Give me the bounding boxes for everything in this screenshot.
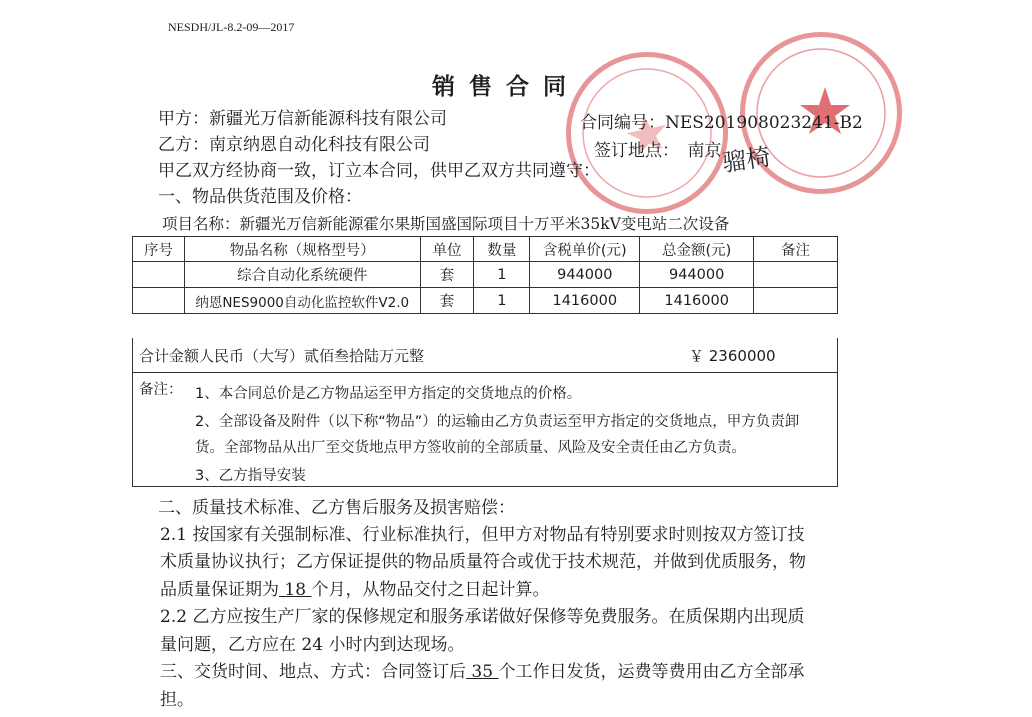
note-3: 3、乙方指导安装	[195, 468, 306, 484]
para-2-1-line-1: 2.1 按国家有关强制标准、行业标准执行，但甲方对物品有特别要求时则按双方签订技	[160, 525, 805, 545]
party-a: 甲方：新疆光万信新能源科技有限公司	[158, 109, 447, 129]
table-row	[133, 262, 838, 288]
col-header-remark: 备注	[754, 237, 838, 262]
contract-number: 合同编号：NES201908023241-B2	[580, 113, 863, 133]
cell-name: 纳恩NES9000自动化监控软件V2.0	[184, 288, 420, 314]
cell-unit: 套	[420, 262, 474, 288]
seal-left-graphic	[557, 43, 737, 223]
col-header-no: 序号	[133, 237, 185, 262]
para-2-1-line-2: 术质量协议执行；乙方保证提供的物品质量符合或优于技术规范，并做到优质服务，物	[160, 552, 806, 572]
total-in-words: 合计金额人民币（大写）贰佰叁拾陆万元整	[139, 347, 425, 365]
note-2-line-1: 2、全部设备及附件（以下称“物品”）的运输由乙方负责运至甲方指定的交货地点，甲方负责卸	[195, 414, 800, 430]
page-title: 销售合同	[432, 73, 580, 100]
cell-remark	[754, 262, 838, 288]
cell-unit: 套	[420, 288, 474, 314]
note-2-line-2: 货。全部物品从出厂至交货地点甲方签收前的全部质量、风险及安全责任由乙方负责。	[195, 440, 746, 456]
col-header-unit: 单位	[420, 237, 474, 262]
handwritten-signature: 骝椅	[720, 142, 773, 178]
cell-total: 944000	[640, 262, 754, 288]
delivery-days: 35	[466, 662, 499, 682]
table-header-row	[133, 237, 838, 262]
cell-no	[133, 262, 185, 288]
col-header-qty: 数量	[474, 237, 530, 262]
para-2-1-line-3-prefix: 品质量保证期为	[160, 580, 279, 600]
sign-place: 签订地点： 南京	[594, 141, 722, 161]
items-table	[132, 236, 838, 314]
table-row	[133, 288, 838, 314]
project-name: 项目名称：新疆光万信新能源霍尔果斯国盛国际项目十万平米35kV变电站二次设备	[162, 215, 730, 233]
party-b: 乙方：南京纳恩自动化科技有限公司	[158, 135, 430, 155]
notes-label: 备注：	[139, 382, 183, 398]
cell-unit-price: 1416000	[530, 288, 640, 314]
para-2-1-line-3-suffix: 个月，从物品交付之日起计算。	[311, 580, 550, 600]
total-row	[132, 338, 838, 373]
section-1-heading: 一、物品供货范围及价格：	[158, 187, 362, 207]
company-seal-left	[551, 37, 743, 229]
cell-name: 综合自动化系统硬件	[184, 262, 420, 288]
section-2-heading: 二、质量技术标准、乙方售后服务及损害赔偿：	[158, 498, 515, 518]
section-3-suffix: 个工作日发货，运费等费用由乙方全部承	[498, 662, 805, 682]
section-3-line-1	[160, 657, 804, 682]
section-3-prefix: 三、交货时间、地点、方式：合同签订后	[160, 662, 466, 682]
para-2-2-line-2: 量问题，乙方应在 24 小时内到达现场。	[160, 635, 465, 655]
para-2-2-line-1: 2.2 乙方应按生产厂家的保修规定和服务承诺做好保修等免费服务。在质保期内出现质	[160, 607, 805, 627]
col-header-unit-price: 含税单价(元)	[530, 237, 640, 262]
cell-qty: 1	[474, 262, 530, 288]
para-2-1-line-3	[160, 575, 549, 600]
notes-box	[132, 372, 838, 487]
cell-total: 1416000	[640, 288, 754, 314]
cell-no	[133, 288, 185, 314]
warranty-months: 18	[279, 580, 312, 600]
col-header-name: 物品名称（规格型号）	[184, 237, 420, 262]
section-3-line-2: 担。	[160, 690, 194, 710]
cell-qty: 1	[474, 288, 530, 314]
total-amount: ￥ 2360000	[689, 347, 776, 365]
cell-remark	[754, 288, 838, 314]
doc-number: NESDH/JL-8.2-09—2017	[168, 20, 295, 34]
intro-text: 甲乙双方经协商一致，订立本合同，供甲乙双方共同遵守：	[158, 161, 600, 181]
col-header-total: 总金额(元)	[640, 237, 754, 262]
note-1: 1、本合同总价是乙方物品运至甲方指定的交货地点的价格。	[195, 386, 582, 402]
cell-unit-price: 944000	[530, 262, 640, 288]
